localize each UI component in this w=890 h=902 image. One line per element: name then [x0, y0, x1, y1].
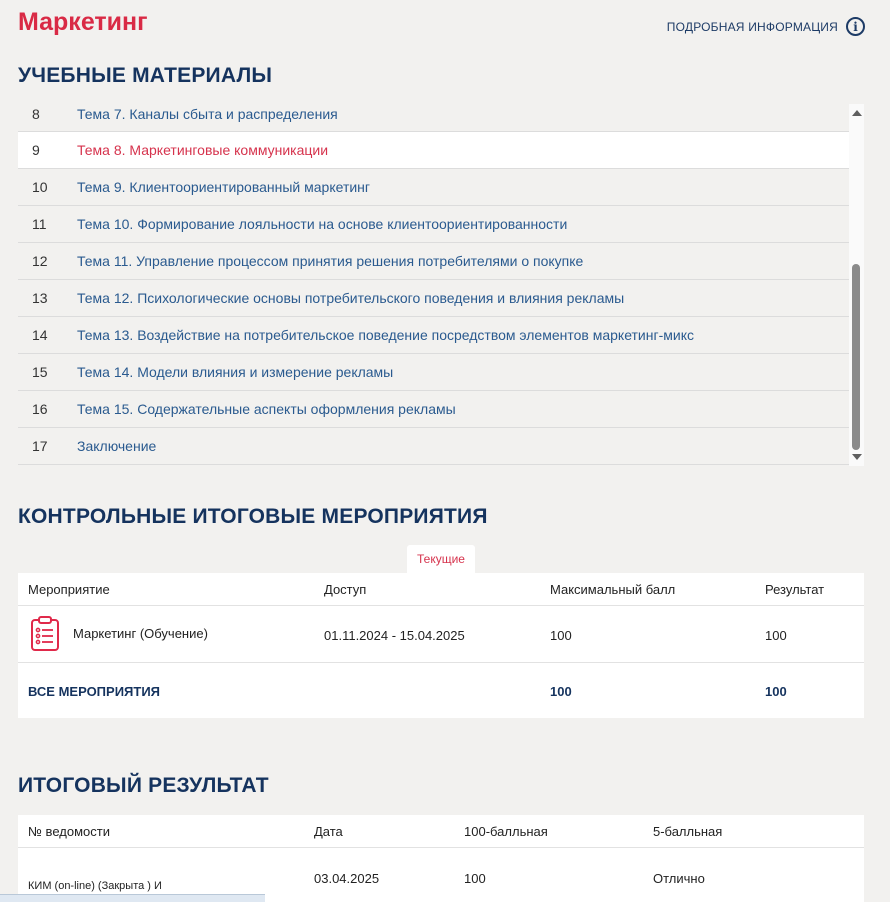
col-result: Результат	[765, 581, 825, 597]
scroll-thumb[interactable]	[852, 264, 860, 450]
col-event: Мероприятие	[28, 581, 110, 597]
col-max: Максимальный балл	[550, 581, 676, 597]
col-score100: 100-балльная	[464, 823, 548, 839]
list-item[interactable]	[18, 428, 849, 465]
item-number: 12	[32, 253, 48, 269]
col-access: Доступ	[324, 581, 367, 597]
item-number: 15	[32, 364, 48, 380]
item-link[interactable]: Тема 10. Формирование лояльности на основе клиентоориентированности	[77, 216, 568, 232]
doc-score5: Отлично	[653, 871, 705, 886]
item-link[interactable]: Тема 11. Управление процессом принятия решения потребителями о покупке	[77, 253, 584, 269]
total-label[interactable]: ВСЕ МЕРОПРИЯТИЯ	[28, 684, 161, 699]
item-number: 8	[32, 105, 40, 122]
item-number: 13	[32, 290, 48, 306]
more-info-link[interactable]	[667, 17, 865, 36]
table-row[interactable]	[18, 606, 864, 663]
item-link[interactable]: Тема 7. Каналы сбыта и распределения	[77, 105, 338, 122]
final-title: ИТОГОВЫЙ РЕЗУЛЬТАТ	[18, 774, 269, 797]
list-item[interactable]	[18, 96, 849, 132]
events-table	[18, 573, 864, 718]
total-result: 100	[765, 684, 787, 699]
item-link[interactable]: Заключение	[77, 438, 157, 454]
col-date: Дата	[314, 823, 343, 839]
tab-current[interactable]: Текущие	[407, 545, 475, 573]
item-link[interactable]: Тема 9. Клиентоориентированный маркетинг	[77, 179, 371, 195]
col-score5: 5-балльная	[653, 823, 723, 839]
list-item[interactable]	[18, 317, 849, 354]
list-item-active[interactable]	[18, 132, 849, 169]
event-max: 100	[550, 628, 572, 643]
event-result: 100	[765, 628, 787, 643]
total-row	[18, 663, 864, 718]
control-title: КОНТРОЛЬНЫЕ ИТОГОВЫЕ МЕРОПРИЯТИЯ	[18, 505, 488, 528]
event-name[interactable]: Маркетинг (Обучение)	[73, 626, 208, 641]
item-number: 9	[32, 142, 40, 158]
list-item[interactable]	[18, 354, 849, 391]
clipboard-icon	[30, 616, 60, 652]
app-title: Маркетинг	[18, 8, 148, 36]
scroll-down-arrow-icon[interactable]	[852, 454, 862, 460]
item-link[interactable]: Тема 8. Маркетинговые коммуникации	[77, 142, 329, 158]
browser-status-bar	[0, 894, 265, 902]
list-item[interactable]	[18, 243, 849, 280]
materials-title: УЧЕБНЫЕ МАТЕРИАЛЫ	[18, 64, 273, 87]
doc-date: 03.04.2025	[314, 871, 380, 886]
item-number: 17	[32, 438, 48, 454]
col-doc: № ведомости	[28, 823, 110, 839]
item-link[interactable]: Тема 14. Модели влияния и измерение рекламы	[77, 364, 394, 380]
item-link[interactable]: Тема 12. Психологические основы потребительского поведения и влияния рекламы	[77, 290, 625, 306]
doc-name[interactable]: КИМ (on-line) (Закрыта ) И	[28, 880, 162, 892]
list-item[interactable]	[18, 206, 849, 243]
item-link[interactable]: Тема 13. Воздействие на потребительское поведение посредством элементов маркетинг-микс	[77, 327, 694, 343]
total-max: 100	[550, 684, 572, 699]
materials-scrollbar[interactable]	[849, 104, 864, 466]
final-table	[18, 815, 864, 902]
materials-list	[18, 96, 864, 466]
table-header	[18, 815, 864, 848]
info-icon[interactable]: i	[846, 17, 865, 36]
event-access: 01.11.2024 - 15.04.2025	[324, 628, 465, 643]
list-item[interactable]	[18, 280, 849, 317]
list-item[interactable]	[18, 169, 849, 206]
item-link[interactable]: Тема 15. Содержательные аспекты оформления рекламы	[77, 401, 456, 417]
doc-score100: 100	[464, 871, 486, 886]
item-number: 10	[32, 179, 48, 195]
item-number: 16	[32, 401, 48, 417]
scroll-up-arrow-icon[interactable]	[852, 110, 862, 116]
item-number: 11	[32, 216, 47, 232]
more-info-label: ПОДРОБНАЯ ИНФОРМАЦИЯ	[666, 19, 838, 34]
materials-items	[18, 96, 849, 465]
list-item[interactable]	[18, 391, 849, 428]
table-header	[18, 573, 864, 606]
item-number: 14	[32, 327, 48, 343]
